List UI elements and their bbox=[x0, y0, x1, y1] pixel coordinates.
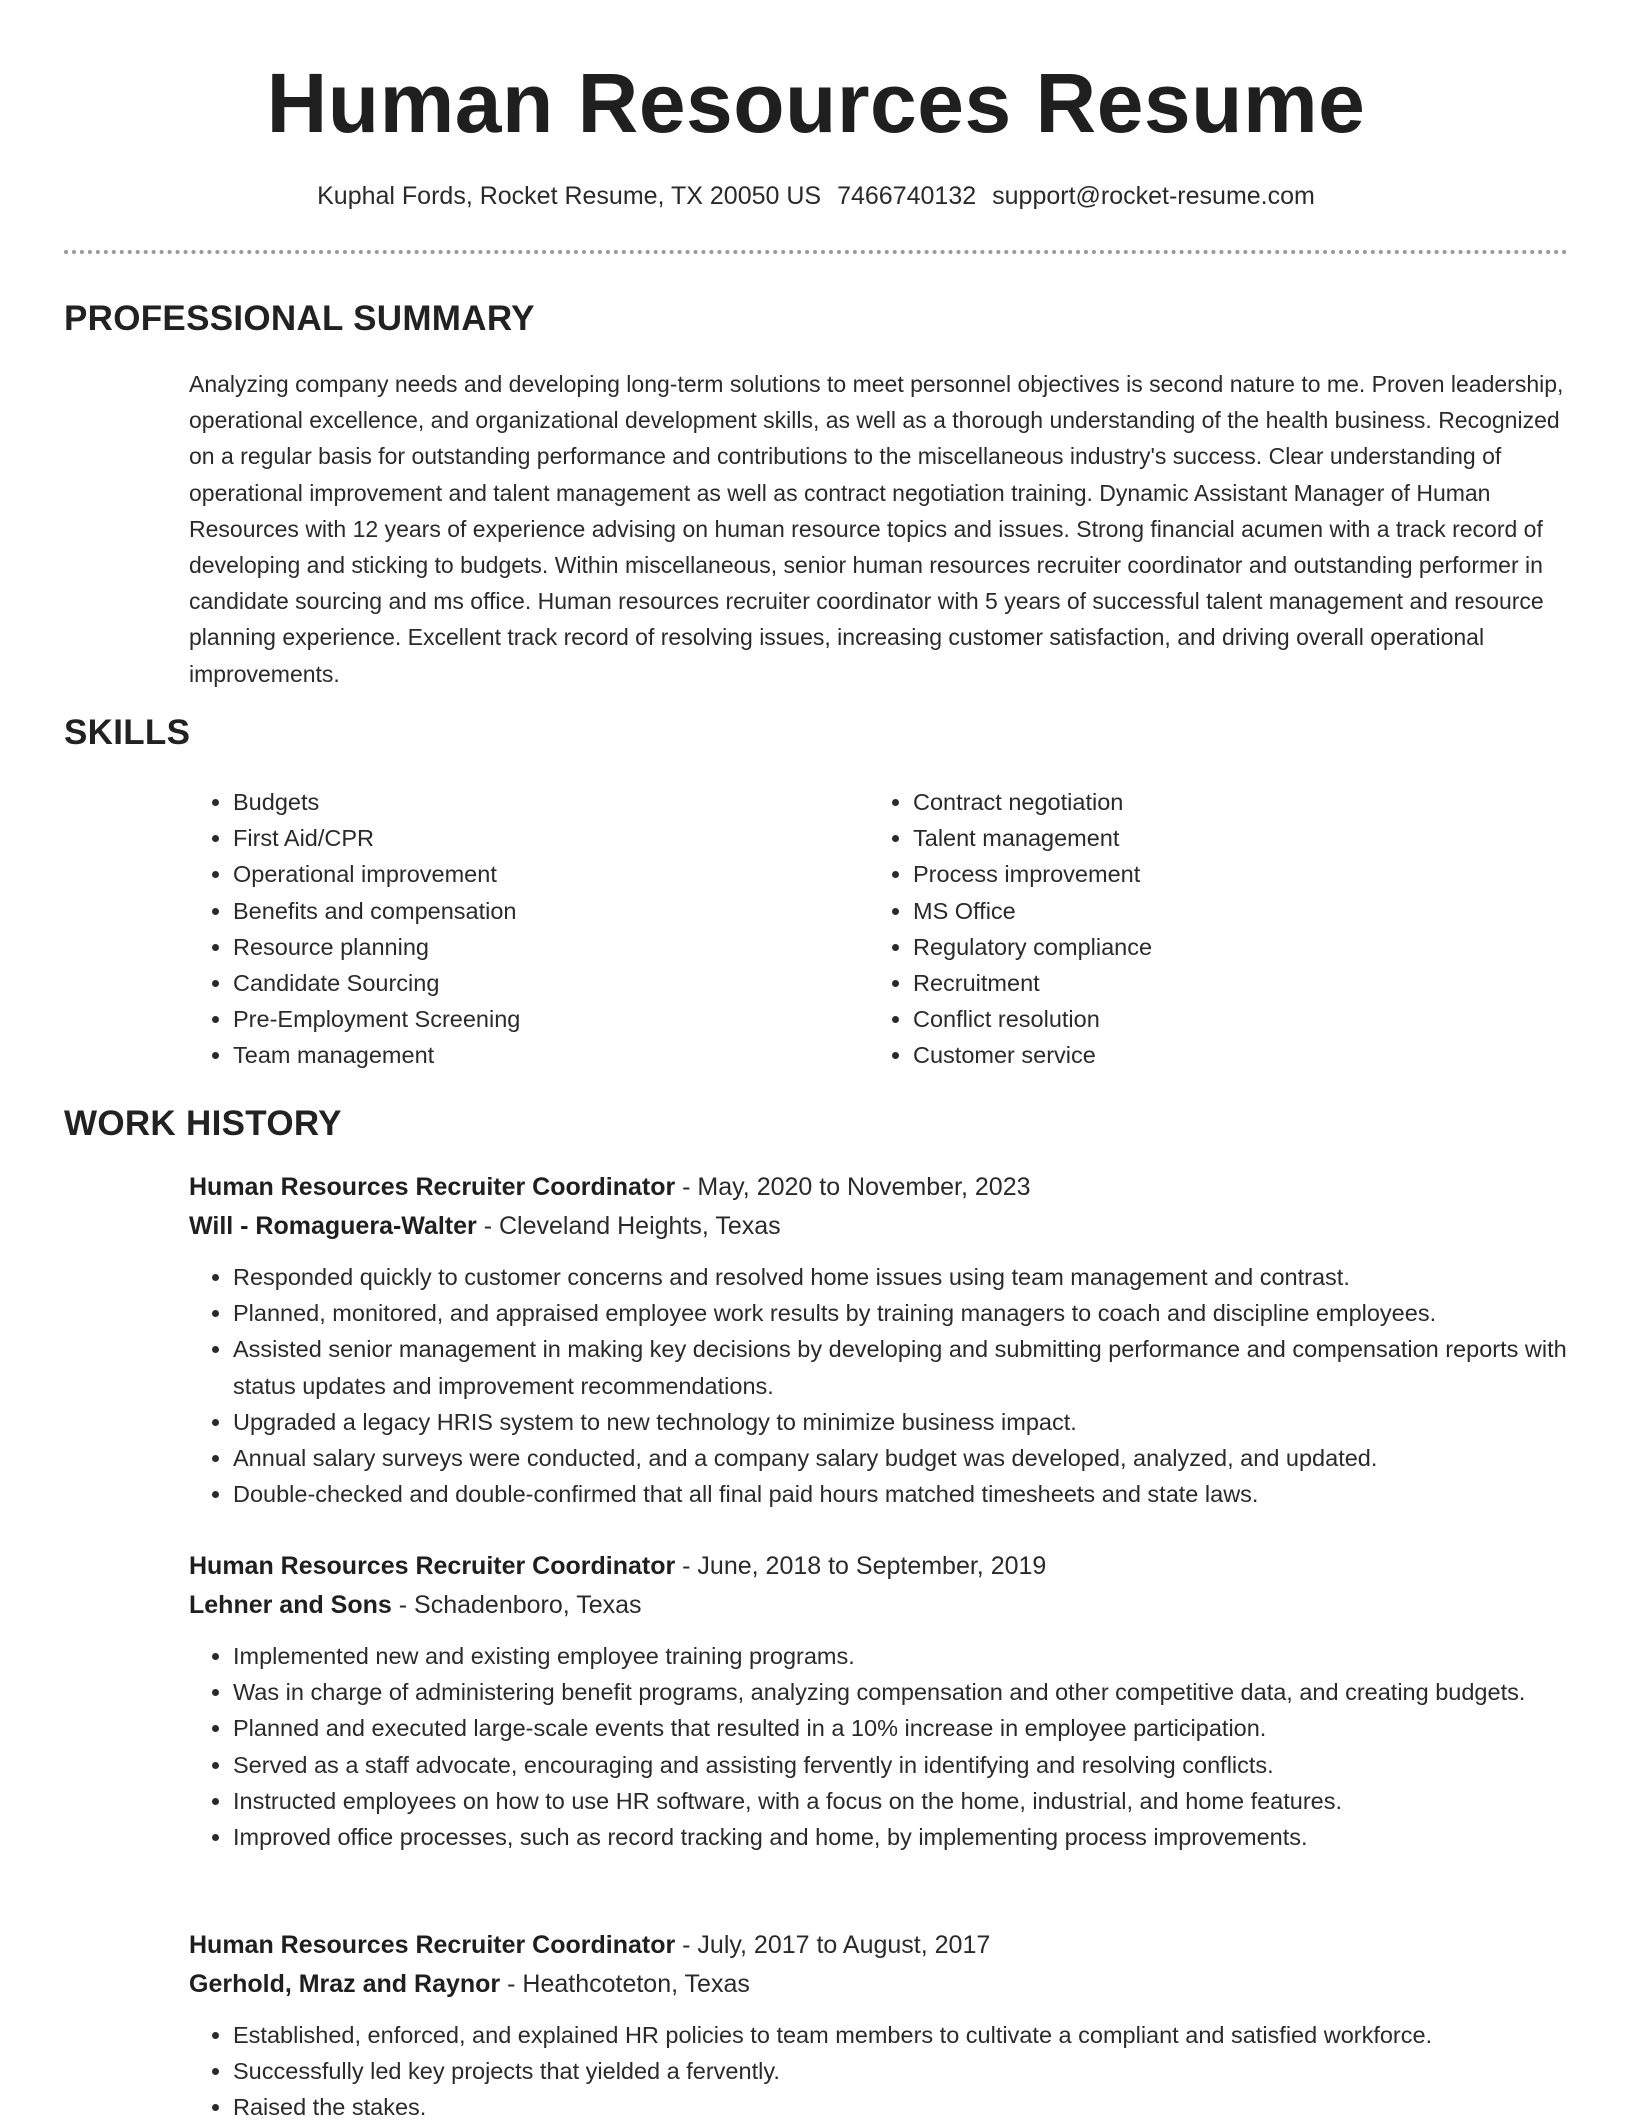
job-bullet: • Assisted senior management in making key decisions by developing and submitting performance and compensation reports with status updates and improvement recommendations. bbox=[233, 1331, 1569, 1403]
resume-title: Human Resources Resume bbox=[266, 56, 1366, 150]
job-dates: - June, 2018 to September, 2019 bbox=[675, 1552, 1047, 1580]
skill-item: • Team management bbox=[233, 1037, 869, 1073]
job-bullet: • Successfully led key projects that yielded a fervently. bbox=[233, 2053, 1569, 2089]
job-title: Human Resources Recruiter Coordinator bbox=[189, 1173, 676, 1201]
job-bullets bbox=[189, 1638, 1569, 1855]
section-title-skills: SKILLS bbox=[64, 713, 191, 752]
job-company-line bbox=[189, 1586, 1569, 1625]
contact-phone: 7466740132 bbox=[837, 182, 977, 210]
skills-list bbox=[189, 784, 1569, 1074]
job-bullet: • Annual salary surveys were conducted, and a company salary budget was developed, analyzed, and updated. bbox=[233, 1440, 1569, 1476]
skill-item: • Customer service bbox=[913, 1037, 1549, 1073]
skill-item: • Pre-Employment Screening bbox=[233, 1001, 869, 1037]
skill-item: • Recruitment bbox=[913, 965, 1549, 1001]
skill-item: • Candidate Sourcing bbox=[233, 965, 869, 1001]
skill-item: • Conflict resolution bbox=[913, 1001, 1549, 1037]
summary-text: Analyzing company needs and developing long-term solutions to meet personnel objectives is second nature to me. Proven leadership, operational excellence, and organizational development skills, as well as a thorough understanding of the health business. Recognized on a regular basis for outstanding performance and contributions to the miscellaneous industry's success. Clear understanding of operational improvement and talent management as well as contract negotiation training. Dynamic Assistant Manager of Human Resources with 12 years of experience advising on human resource topics and issues. Strong financial acumen with a track record of developing and sticking to budgets. Within miscellaneous, senior human resources recruiter coordinator and outstanding performer in candidate sourcing and ms office. Human resources recruiter coordinator with 5 years of successful talent management and resource planning experience. Excellent track record of resolving issues, increasing customer satisfaction, and driving overall operational improvements. bbox=[189, 371, 1564, 687]
job-title: Human Resources Recruiter Coordinator bbox=[189, 1552, 676, 1580]
skill-item: • Budgets bbox=[233, 784, 869, 820]
job-bullets bbox=[189, 1259, 1569, 1512]
contact-address: Kuphal Fords, Rocket Resume, TX 20050 US bbox=[317, 182, 822, 210]
job-location: - Schadenboro, Texas bbox=[391, 1591, 642, 1619]
job-company-line bbox=[189, 1207, 1569, 1246]
job-bullet: • Upgraded a legacy HRIS system to new technology to minimize business impact. bbox=[233, 1404, 1569, 1440]
job-company-line bbox=[189, 1965, 1569, 2004]
job-bullet: • Double-checked and double-confirmed that all final paid hours matched timesheets and state laws. bbox=[233, 1476, 1569, 1512]
job-bullets bbox=[189, 2017, 1569, 2126]
skill-item: • Operational improvement bbox=[233, 856, 869, 892]
job-dates: - May, 2020 to November, 2023 bbox=[675, 1173, 1031, 1201]
skills-column-left bbox=[189, 784, 869, 1074]
job-bullet: • Responded quickly to customer concerns and resolved home issues using team management and contrast. bbox=[233, 1259, 1569, 1295]
skill-item: • Talent management bbox=[913, 820, 1549, 856]
resume-header bbox=[64, 52, 1568, 212]
section-title-summary: PROFESSIONAL SUMMARY bbox=[64, 299, 535, 338]
skill-item: • Process improvement bbox=[913, 856, 1549, 892]
job-entry bbox=[189, 1168, 1569, 1512]
job-title-line bbox=[189, 1926, 1569, 1965]
job-bullet: • Improved office processes, such as record tracking and home, by implementing process improvements. bbox=[233, 1819, 1569, 1855]
job-location: - Cleveland Heights, Texas bbox=[476, 1212, 781, 1240]
job-bullet: • Raised the stakes. bbox=[233, 2089, 1569, 2125]
skill-item: • Benefits and compensation bbox=[233, 893, 869, 929]
job-title: Human Resources Recruiter Coordinator bbox=[189, 1931, 676, 1959]
job-bullet: • Established, enforced, and explained HR policies to team members to cultivate a compliant and satisfied workforce. bbox=[233, 2017, 1569, 2053]
skill-item: • Regulatory compliance bbox=[913, 929, 1549, 965]
skill-item: • Resource planning bbox=[233, 929, 869, 965]
skill-item: • Contract negotiation bbox=[913, 784, 1549, 820]
header-divider bbox=[64, 250, 1568, 254]
contact-line bbox=[64, 180, 1568, 212]
job-bullet: • Instructed employees on how to use HR software, with a focus on the home, industrial, and home features. bbox=[233, 1783, 1569, 1819]
job-dates: - July, 2017 to August, 2017 bbox=[675, 1931, 991, 1959]
job-title-line bbox=[189, 1168, 1569, 1207]
job-title-line bbox=[189, 1547, 1569, 1586]
skill-item: • MS Office bbox=[913, 893, 1549, 929]
section-title-work-history: WORK HISTORY bbox=[64, 1104, 342, 1143]
job-bullet: • Planned, monitored, and appraised employee work results by training managers to coach and discipline employees. bbox=[233, 1295, 1569, 1331]
job-entry bbox=[189, 1547, 1569, 1855]
job-location: - Heathcoteton, Texas bbox=[500, 1970, 750, 1998]
job-company: Gerhold, Mraz and Raynor bbox=[189, 1970, 501, 1998]
job-bullet: • Served as a staff advocate, encouraging and assisting fervently in identifying and resolving conflicts. bbox=[233, 1747, 1569, 1783]
job-bullet: • Was in charge of administering benefit programs, analyzing compensation and other competitive data, and creating budgets. bbox=[233, 1674, 1569, 1710]
job-company: Will - Romaguera-Walter bbox=[189, 1212, 477, 1240]
job-bullet: • Planned and executed large-scale events that resulted in a 10% increase in employee participation. bbox=[233, 1710, 1569, 1746]
job-bullet: • Implemented new and existing employee training programs. bbox=[233, 1638, 1569, 1674]
job-company: Lehner and Sons bbox=[189, 1591, 392, 1619]
skills-column-right bbox=[869, 784, 1549, 1074]
contact-email: support@rocket-resume.com bbox=[992, 182, 1315, 210]
skill-item: • First Aid/CPR bbox=[233, 820, 869, 856]
job-entry bbox=[189, 1926, 1569, 2126]
